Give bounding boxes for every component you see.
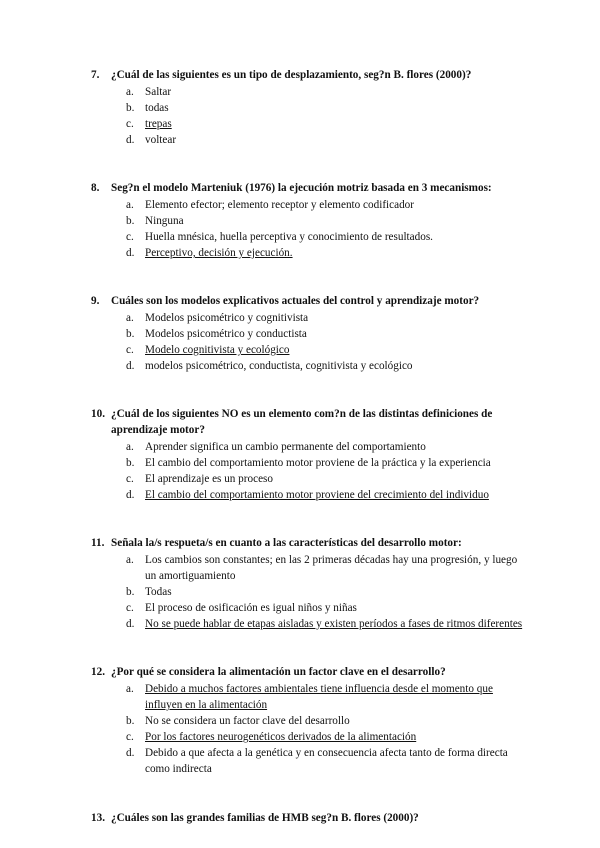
option-text: El aprendizaje es un proceso (145, 473, 273, 485)
option-c (126, 229, 531, 245)
question-9 (91, 293, 531, 374)
option-letter: a. (126, 441, 134, 453)
option-b (126, 213, 531, 229)
option-letter: a. (126, 554, 134, 566)
option-a (126, 439, 531, 455)
option-letter: b. (126, 102, 135, 114)
option-letter: c. (126, 473, 134, 485)
option-b (126, 326, 531, 342)
option-list (91, 681, 531, 777)
option-text: voltear (145, 134, 177, 146)
option-letter: c. (126, 118, 134, 130)
option-text: Elemento efector; elemento receptor y elemento codificador (145, 199, 414, 211)
option-letter: c. (126, 602, 134, 614)
question-11 (91, 535, 531, 632)
option-text-selected: El cambio del comportamiento motor proviene del crecimiento del individuo (145, 489, 489, 501)
question-text: ¿Cuál de las siguientes es un tipo de desplazamiento, seg?n B. flores (2000)? (111, 69, 472, 81)
option-text: No se considera un factor clave del desarrollo (145, 715, 350, 727)
option-a (126, 84, 531, 100)
option-text-selected: No se puede hablar de etapas aisladas y existen períodos a fases de ritmos diferentes (145, 618, 523, 630)
option-text: El cambio del comportamiento motor proviene de la práctica y la experiencia (145, 457, 491, 469)
option-letter: c. (126, 731, 134, 743)
option-text-selected: Debido a muchos factores ambientales tiene influencia desde el momento que influyen en la alimentación (145, 683, 493, 711)
option-text: Saltar (145, 86, 172, 98)
option-text: Modelos psicométrico y conductista (145, 328, 307, 340)
option-letter: d. (126, 247, 135, 259)
question-text: Seg?n el modelo Marteniuk (1976) la ejecución motriz basada en 3 mecanismos: (111, 182, 492, 194)
option-text: Los cambios son constantes; en las 2 primeras décadas hay una progresión, y luego un amortiguamiento (145, 554, 518, 582)
option-letter: d. (126, 618, 135, 630)
option-text-selected: trepas (145, 118, 172, 130)
option-text-selected: Perceptivo, decisión y ejecución. (145, 247, 293, 259)
option-text: modelos psicométrico, conductista, cognitivista y ecológico (145, 360, 413, 372)
option-d (126, 616, 531, 632)
option-letter: c. (126, 231, 134, 243)
option-letter: a. (126, 683, 134, 695)
question-8 (91, 180, 531, 261)
question-7 (91, 67, 531, 148)
option-a (126, 310, 531, 326)
question-text: Señala la/s respueta/s en cuanto a las características del desarrollo motor: (111, 537, 462, 549)
option-letter: c. (126, 344, 134, 356)
option-letter: a. (126, 199, 134, 211)
option-text: Debido a que afecta a la genética y en consecuencia afecta tanto de forma directa como indirecta (145, 747, 508, 775)
option-b (126, 584, 531, 600)
option-letter: b. (126, 457, 135, 469)
question-number: 10. (91, 408, 105, 420)
option-letter: b. (126, 328, 135, 340)
option-d (126, 132, 531, 148)
option-letter: a. (126, 312, 134, 324)
option-c (126, 342, 531, 358)
question-number: 7. (91, 69, 100, 81)
option-b (126, 100, 531, 116)
option-d (126, 245, 531, 261)
option-c (126, 729, 531, 745)
option-letter: b. (126, 586, 135, 598)
option-letter: a. (126, 86, 134, 98)
option-d (126, 358, 531, 374)
option-c (126, 116, 531, 132)
question-number: 12. (91, 666, 105, 678)
question-text: Cuáles son los modelos explicativos actuales del control y aprendizaje motor? (111, 295, 480, 307)
option-a (126, 197, 531, 213)
option-letter: d. (126, 489, 135, 501)
option-text: Todas (145, 586, 172, 598)
option-c (126, 471, 531, 487)
option-a (126, 552, 531, 584)
option-d (126, 745, 531, 777)
option-d (126, 487, 531, 503)
option-list (91, 552, 531, 632)
question-text: ¿Por qué se considera la alimentación un factor clave en el desarrollo? (111, 666, 446, 678)
option-list (91, 197, 531, 261)
option-letter: d. (126, 134, 135, 146)
question-number: 9. (91, 295, 100, 307)
question-12 (91, 664, 531, 777)
option-a (126, 681, 531, 713)
question-number: 13. (91, 812, 105, 824)
option-text: Ninguna (145, 215, 184, 227)
question-text: ¿Cuál de los siguientes NO es un elemento com?n de las distintas definiciones de aprendizaje motor? (111, 408, 493, 436)
question-10 (91, 406, 531, 503)
option-text-selected: Modelo cognitivista y ecológico (145, 344, 290, 356)
option-text: todas (145, 102, 169, 114)
option-letter: b. (126, 715, 135, 727)
option-text: Aprender significa un cambio permanente del comportamiento (145, 441, 426, 453)
question-number: 8. (91, 182, 100, 194)
option-letter: d. (126, 360, 135, 372)
question-number: 11. (91, 537, 105, 549)
option-text: Huella mnésica, huella perceptiva y conocimiento de resultados. (145, 231, 433, 243)
option-b (126, 455, 531, 471)
option-text: El proceso de osificación es igual niños y niñas (145, 602, 357, 614)
option-list (91, 439, 531, 503)
option-b (126, 713, 531, 729)
option-c (126, 600, 531, 616)
option-list (91, 310, 531, 374)
option-list (91, 84, 531, 148)
question-13 (91, 810, 531, 826)
option-letter: d. (126, 747, 135, 759)
option-letter: b. (126, 215, 135, 227)
option-text: Modelos psicométrico y cognitivista (145, 312, 309, 324)
question-text: ¿Cuáles son las grandes familias de HMB seg?n B. flores (2000)? (111, 812, 419, 824)
option-text-selected: Por los factores neurogenéticos derivados de la alimentación (145, 731, 417, 743)
